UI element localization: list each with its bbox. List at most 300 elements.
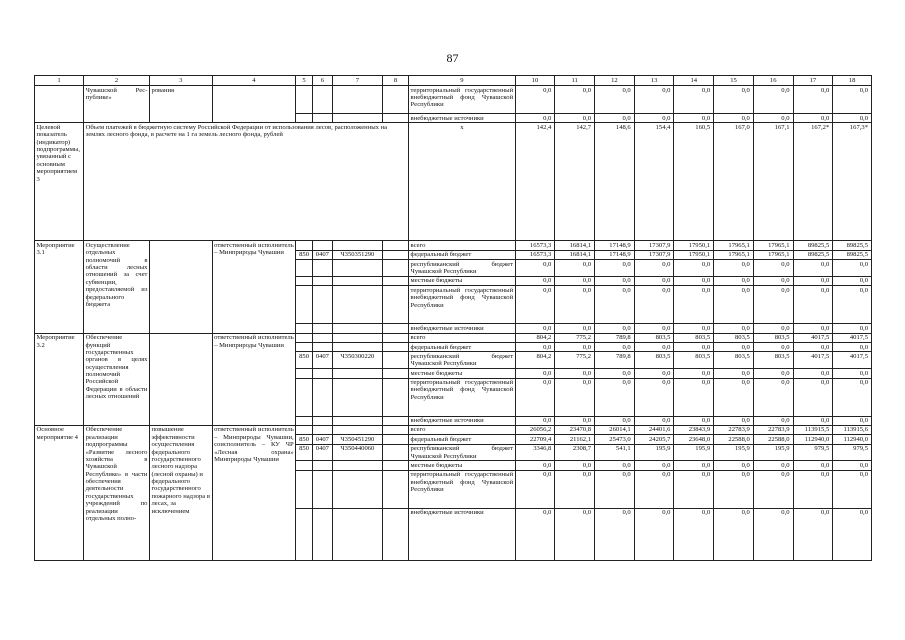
value-cell: 0,0 (833, 286, 872, 324)
value-cell: 775,2 (555, 352, 595, 369)
value-cell: 0,0 (595, 86, 635, 114)
value-cell: 17965,1 (714, 241, 754, 250)
value-cell: 17965,1 (714, 250, 754, 259)
empty-cell (382, 425, 408, 434)
empty-cell (312, 114, 332, 123)
header-cell: 9 (409, 76, 516, 86)
empty-cell (312, 241, 332, 250)
grbs-code: 850 (296, 250, 313, 259)
funding-source: республиканский бюджет Чувашской Республики (410, 445, 514, 460)
value-cell: 0,0 (753, 276, 793, 285)
value-cell: 0,0 (833, 369, 872, 378)
value-cell: 0,0 (634, 461, 674, 470)
empty-cell (296, 470, 313, 508)
empty-cell (312, 86, 332, 114)
value-cell: 0,0 (793, 286, 833, 324)
value-cell: 148,6 (595, 123, 635, 241)
header-cell: 3 (149, 76, 212, 86)
funding-source: федеральный бюджет (409, 343, 516, 352)
value-cell: 803,5 (634, 352, 674, 369)
empty-cell (312, 461, 332, 470)
value-cell: 0,0 (753, 508, 793, 560)
empty-cell (312, 508, 332, 560)
header-cell: 2 (84, 76, 150, 86)
value-cell: 22588,0 (753, 435, 793, 444)
empty-cell (296, 286, 313, 324)
header-cell: 15 (714, 76, 754, 86)
value-cell: 0,0 (515, 378, 555, 416)
empty-cell (382, 324, 408, 333)
value-cell: 0,0 (595, 461, 635, 470)
value-cell: 195,9 (714, 444, 754, 461)
value-cell: 142,4 (515, 123, 555, 241)
value-cell: 0,0 (833, 378, 872, 416)
empty-cell (332, 286, 382, 324)
header-cell: 8 (382, 76, 408, 86)
indicator-text: Объем платежей в бюджетную систему Российской Федерации от использования лесов, расположенных на землях лесного фонда, в расчете на 1 га земель лесного фонда, рублей (84, 123, 409, 241)
empty-cell (296, 508, 313, 560)
value-cell: 0,0 (714, 343, 754, 352)
value-cell: 0,0 (595, 378, 635, 416)
value-cell: 0,0 (634, 86, 674, 114)
empty-cell (382, 470, 408, 508)
value-cell: 195,9 (753, 444, 793, 461)
value-cell: 4017,5 (793, 352, 833, 369)
empty-cell (332, 333, 382, 342)
funding-source: территориальный государственный внебюджетный фонд Чувашской Республики (409, 86, 516, 114)
value-cell: 0,0 (833, 114, 872, 123)
value-cell: 0,0 (674, 286, 714, 324)
value-cell: 16814,1 (555, 250, 595, 259)
value-cell: 0,0 (793, 378, 833, 416)
value-cell: 0,0 (595, 324, 635, 333)
value-cell: 0,0 (753, 114, 793, 123)
empty-cell (382, 435, 408, 444)
empty-cell (296, 241, 313, 250)
value-cell: 0,0 (714, 286, 754, 324)
value-cell: 0,0 (634, 343, 674, 352)
value-cell: 195,9 (674, 444, 714, 461)
value-cell: 0,0 (595, 114, 635, 123)
value-cell: 23470,8 (555, 425, 595, 434)
empty-cell (312, 286, 332, 324)
value-cell: 0,0 (674, 276, 714, 285)
empty-cell (382, 260, 408, 277)
section-code: 0407 (312, 435, 332, 444)
value-cell: 0,0 (595, 276, 635, 285)
value-cell: 979,5 (793, 444, 833, 461)
section-code: 0407 (312, 352, 332, 369)
value-cell: 804,2 (515, 352, 555, 369)
value-cell: 17950,1 (674, 241, 714, 250)
value-cell: 195,9 (634, 444, 674, 461)
value-cell: 0,0 (753, 416, 793, 425)
table-row (35, 425, 872, 434)
value-cell: 22783,9 (753, 425, 793, 434)
value-cell: 167,2* (793, 123, 833, 241)
empty-cell (312, 369, 332, 378)
value-cell: 0,0 (555, 461, 595, 470)
value-cell: 0,0 (515, 369, 555, 378)
value-cell: 0,0 (634, 508, 674, 560)
value-cell: 0,0 (793, 260, 833, 277)
empty-cell (332, 470, 382, 508)
value-cell: 0,0 (634, 114, 674, 123)
value-cell: 0,0 (634, 260, 674, 277)
value-cell: 154,4 (634, 123, 674, 241)
value-cell: 0,0 (515, 343, 555, 352)
value-cell: 24205,7 (634, 435, 674, 444)
value-cell: 0,0 (595, 416, 635, 425)
empty-cell (312, 343, 332, 352)
value-cell: 0,0 (674, 343, 714, 352)
header-cell: 11 (555, 76, 595, 86)
value-cell: 0,0 (793, 508, 833, 560)
measure-goal (149, 333, 212, 425)
header-cell: 7 (332, 76, 382, 86)
value-cell: 0,0 (714, 276, 754, 285)
empty-cell (332, 114, 382, 123)
value-cell: 0,0 (793, 470, 833, 508)
funding-source: внебюджетные источники (409, 324, 516, 333)
funding-source: всего (409, 333, 516, 342)
funding-source: внебюджетные источники (409, 416, 516, 425)
target-article-code: Ч350300220 (332, 352, 382, 369)
empty-cell (296, 378, 313, 416)
value-cell: 16573,3 (515, 250, 555, 259)
value-cell: 0,0 (515, 86, 555, 114)
empty-cell (332, 86, 382, 114)
value-cell: 22588,0 (714, 435, 754, 444)
value-cell: 0,0 (555, 260, 595, 277)
empty-cell (382, 352, 408, 369)
value-cell: 789,8 (595, 352, 635, 369)
value-cell: 113915,5 (793, 425, 833, 434)
funding-source: федеральный бюджет (409, 250, 516, 259)
value-cell: 112940,0 (793, 435, 833, 444)
measure-label: Основное мероприятие 4 (35, 425, 84, 560)
measure-description: Обеспечение функций государственных органов в целях осуществления полномочий Российской Федерации в области лесных отношений (84, 333, 150, 425)
empty-cell (312, 416, 332, 425)
value-cell: 0,0 (753, 343, 793, 352)
value-cell: 0,0 (555, 369, 595, 378)
value-cell: 0,0 (714, 470, 754, 508)
value-cell: 0,0 (833, 343, 872, 352)
value-cell: 0,0 (714, 416, 754, 425)
value-cell: 0,0 (515, 324, 555, 333)
value-cell: 0,0 (793, 416, 833, 425)
table-row (35, 86, 872, 114)
empty-cell (312, 333, 332, 342)
value-cell: 0,0 (595, 286, 635, 324)
empty-cell (332, 343, 382, 352)
funding-source: федеральный бюджет (409, 435, 516, 444)
value-cell: 0,0 (833, 86, 872, 114)
value-cell: 0,0 (674, 416, 714, 425)
empty-cell (296, 425, 313, 434)
funding-source: местные бюджеты (409, 276, 516, 285)
value-cell: 167,0 (714, 123, 754, 241)
value-cell: 0,0 (595, 470, 635, 508)
value-cell: 0,0 (714, 369, 754, 378)
value-cell: 0,0 (515, 508, 555, 560)
value-cell: 0,0 (555, 343, 595, 352)
value-cell: 803,5 (674, 352, 714, 369)
value-cell: 0,0 (555, 508, 595, 560)
empty-cell (382, 286, 408, 324)
value-cell: 789,8 (595, 333, 635, 342)
value-cell: 0,0 (595, 508, 635, 560)
header-cell: 14 (674, 76, 714, 86)
value-cell: 0,0 (515, 276, 555, 285)
funding-source: территориальный государственный внебюджетный фонд Чувашской Республики (409, 286, 516, 324)
value-cell: 23648,0 (674, 435, 714, 444)
empty-cell (296, 324, 313, 333)
empty-cell (382, 444, 408, 461)
empty-cell (382, 86, 408, 114)
table-row (35, 333, 872, 342)
grbs-code: 850 (296, 444, 313, 461)
value-cell: 0,0 (753, 86, 793, 114)
value-cell: 0,0 (515, 286, 555, 324)
empty-cell (296, 369, 313, 378)
value-cell: 4017,5 (833, 333, 872, 342)
empty-cell (332, 241, 382, 250)
value-cell: 160,5 (674, 123, 714, 241)
value-cell: 0,0 (753, 470, 793, 508)
empty-cell (296, 114, 313, 123)
indicator-label: Целевой показатель (индикатор) подпрограммы, увязанный с основным мероприятием 3 (35, 123, 84, 241)
header-cell: 17 (793, 76, 833, 86)
empty-cell (312, 378, 332, 416)
empty-cell (382, 378, 408, 416)
header-cell: 18 (833, 76, 872, 86)
measure-goal: повышение эффективности осуществления федерального государственного лесного надзора (лесной охраны) и федерального государственного пожарного надзора в лесах, за исключением (149, 425, 212, 560)
empty-cell (332, 508, 382, 560)
section-code: 0407 (312, 444, 332, 461)
measure-description: Осуществление отдельных полномочий в области лесных отношений за счет субвенции, предоставляемой из федерального бюджета (84, 241, 150, 333)
value-cell: 0,0 (595, 260, 635, 277)
indicator-row (35, 123, 872, 241)
header-cell: 5 (296, 76, 313, 86)
value-cell: 0,0 (714, 260, 754, 277)
value-cell: 803,5 (714, 333, 754, 342)
empty-cell (382, 416, 408, 425)
value-cell: 0,0 (634, 286, 674, 324)
value-cell: 23843,9 (674, 425, 714, 434)
empty-cell (332, 324, 382, 333)
value-cell: 0,0 (833, 461, 872, 470)
value-cell: 0,0 (555, 114, 595, 123)
value-cell: 0,0 (714, 378, 754, 416)
target-article-code: Ч350440060 (332, 444, 382, 461)
value-cell: 803,5 (753, 352, 793, 369)
value-cell: 0,0 (753, 286, 793, 324)
responsible-executor: ответственный исполнитель – Минприроды Чувашии, соисполнитель – КУ ЧР «Лесная охрана» Минприроды Чувашии (212, 425, 296, 560)
empty-cell (212, 86, 296, 123)
budget-table (34, 75, 872, 561)
value-cell: 17307,9 (634, 241, 674, 250)
value-cell: 2308,7 (555, 444, 595, 461)
funding-source: внебюджетные источники (409, 508, 516, 560)
value-cell: 803,5 (714, 352, 754, 369)
value-cell: 17148,9 (595, 241, 635, 250)
empty-cell (312, 470, 332, 508)
empty-cell (382, 461, 408, 470)
empty-cell (382, 241, 408, 250)
value-cell: 0,0 (555, 86, 595, 114)
empty-cell (332, 369, 382, 378)
value-cell: 0,0 (515, 114, 555, 123)
empty-cell (296, 333, 313, 342)
value-cell: 0,0 (674, 470, 714, 508)
value-cell: 0,0 (714, 461, 754, 470)
value-cell: 0,0 (793, 276, 833, 285)
responsible-executor: ответственный исполнитель – Минприроды Чувашии (212, 241, 296, 333)
value-cell: 0,0 (833, 416, 872, 425)
empty-cell (332, 416, 382, 425)
header-row (35, 76, 872, 86)
value-cell: 142,7 (555, 123, 595, 241)
empty-cell (382, 250, 408, 259)
page-number: 87 (446, 51, 459, 65)
target-article-code: Ч350351290 (332, 250, 382, 259)
empty-cell (296, 86, 313, 114)
responsible-executor: ответственный исполнитель – Минприроды Чувашии (212, 333, 296, 425)
grbs-code: 850 (296, 435, 313, 444)
header-cell: 1 (35, 76, 84, 86)
empty-cell (332, 378, 382, 416)
value-cell: 0,0 (833, 508, 872, 560)
value-cell: 0,0 (515, 416, 555, 425)
value-cell: 0,0 (555, 286, 595, 324)
value-cell: 89825,5 (793, 241, 833, 250)
value-cell: 0,0 (555, 378, 595, 416)
measure-goal: рования (149, 86, 212, 123)
value-cell: 0,0 (634, 324, 674, 333)
value-cell: 0,0 (833, 260, 872, 277)
header-cell: 4 (212, 76, 296, 86)
value-cell: 0,0 (753, 260, 793, 277)
value-cell: 21162,1 (555, 435, 595, 444)
value-cell: 0,0 (793, 343, 833, 352)
value-cell: 4017,5 (833, 352, 872, 369)
funding-source: всего (409, 241, 516, 250)
value-cell: 16814,1 (555, 241, 595, 250)
empty-cell (332, 425, 382, 434)
header-cell: 13 (634, 76, 674, 86)
empty-cell (35, 86, 84, 123)
empty-cell (382, 333, 408, 342)
funding-source: республиканский бюджет Чувашской Республики (410, 260, 514, 275)
value-cell: 89825,5 (793, 250, 833, 259)
value-cell: 0,0 (793, 369, 833, 378)
value-cell: 0,0 (634, 369, 674, 378)
value-cell: 25473,0 (595, 435, 635, 444)
funding-source: всего (409, 425, 516, 434)
value-cell: 17965,1 (753, 250, 793, 259)
funding-source: территориальный государственный внебюджетный фонд Чувашской Республики (409, 470, 516, 508)
value-cell: 3346,8 (515, 444, 555, 461)
funding-source: внебюджетные источники (409, 114, 516, 123)
empty-cell (296, 343, 313, 352)
value-cell: 26056,2 (515, 425, 555, 434)
measure-label: Мероприятие 3.1 (35, 241, 84, 333)
target-article-code: Ч350451290 (332, 435, 382, 444)
value-cell: 17950,1 (674, 250, 714, 259)
value-cell: 0,0 (753, 378, 793, 416)
value-cell: 0,0 (674, 114, 714, 123)
value-cell: 113915,6 (833, 425, 872, 434)
empty-cell (296, 260, 313, 277)
empty-cell (296, 276, 313, 285)
value-cell: 803,5 (634, 333, 674, 342)
measure-description: Обеспечение реализации подпрограммы «Развитие лесного хозяйства в Чувашской Республике» в части обеспечения деятельности государственных учреждений по реализации отдельных полно- (84, 425, 150, 560)
value-cell: 0,0 (634, 416, 674, 425)
funding-source: республиканский бюджет Чувашской Республики (410, 352, 514, 368)
empty-cell (332, 260, 382, 277)
empty-cell (332, 461, 382, 470)
value-cell: 17307,9 (634, 250, 674, 259)
value-cell: 0,0 (753, 369, 793, 378)
value-cell: 0,0 (714, 324, 754, 333)
value-cell: 804,2 (515, 333, 555, 342)
empty-cell (382, 276, 408, 285)
value-cell: 0,0 (674, 461, 714, 470)
value-cell: 0,0 (753, 461, 793, 470)
value-cell: 0,0 (515, 470, 555, 508)
empty-cell (296, 416, 313, 425)
value-cell: 0,0 (674, 324, 714, 333)
value-cell: 0,0 (674, 369, 714, 378)
funding-source: территориальный государственный внебюджетный фонд Чувашской Республики (409, 378, 516, 416)
value-cell: 89825,5 (833, 241, 872, 250)
empty-cell (296, 461, 313, 470)
value-cell: 0,0 (674, 508, 714, 560)
empty-cell (382, 369, 408, 378)
value-cell: 0,0 (515, 461, 555, 470)
value-cell: 0,0 (634, 276, 674, 285)
measure-goal (149, 241, 212, 333)
value-cell: 112940,0 (833, 435, 872, 444)
empty-cell (312, 260, 332, 277)
indicator-x: x (409, 123, 516, 241)
table-row (35, 241, 872, 250)
value-cell: 0,0 (793, 461, 833, 470)
empty-cell (312, 324, 332, 333)
value-cell: 24401,6 (634, 425, 674, 434)
value-cell: 0,0 (674, 260, 714, 277)
value-cell: 0,0 (793, 86, 833, 114)
value-cell: 541,1 (595, 444, 635, 461)
header-cell: 16 (753, 76, 793, 86)
value-cell: 0,0 (555, 276, 595, 285)
value-cell: 0,0 (793, 324, 833, 333)
measure-description: Чувашской Рес-публике» (84, 86, 150, 123)
value-cell: 17965,1 (753, 241, 793, 250)
value-cell: 0,0 (555, 470, 595, 508)
empty-cell (382, 508, 408, 560)
funding-source: местные бюджеты (409, 369, 516, 378)
value-cell: 775,2 (555, 333, 595, 342)
value-cell: 0,0 (714, 114, 754, 123)
value-cell: 979,5 (833, 444, 872, 461)
value-cell: 89825,5 (833, 250, 872, 259)
empty-cell (382, 114, 408, 123)
value-cell: 0,0 (714, 508, 754, 560)
section-code: 0407 (312, 250, 332, 259)
value-cell: 803,5 (753, 333, 793, 342)
